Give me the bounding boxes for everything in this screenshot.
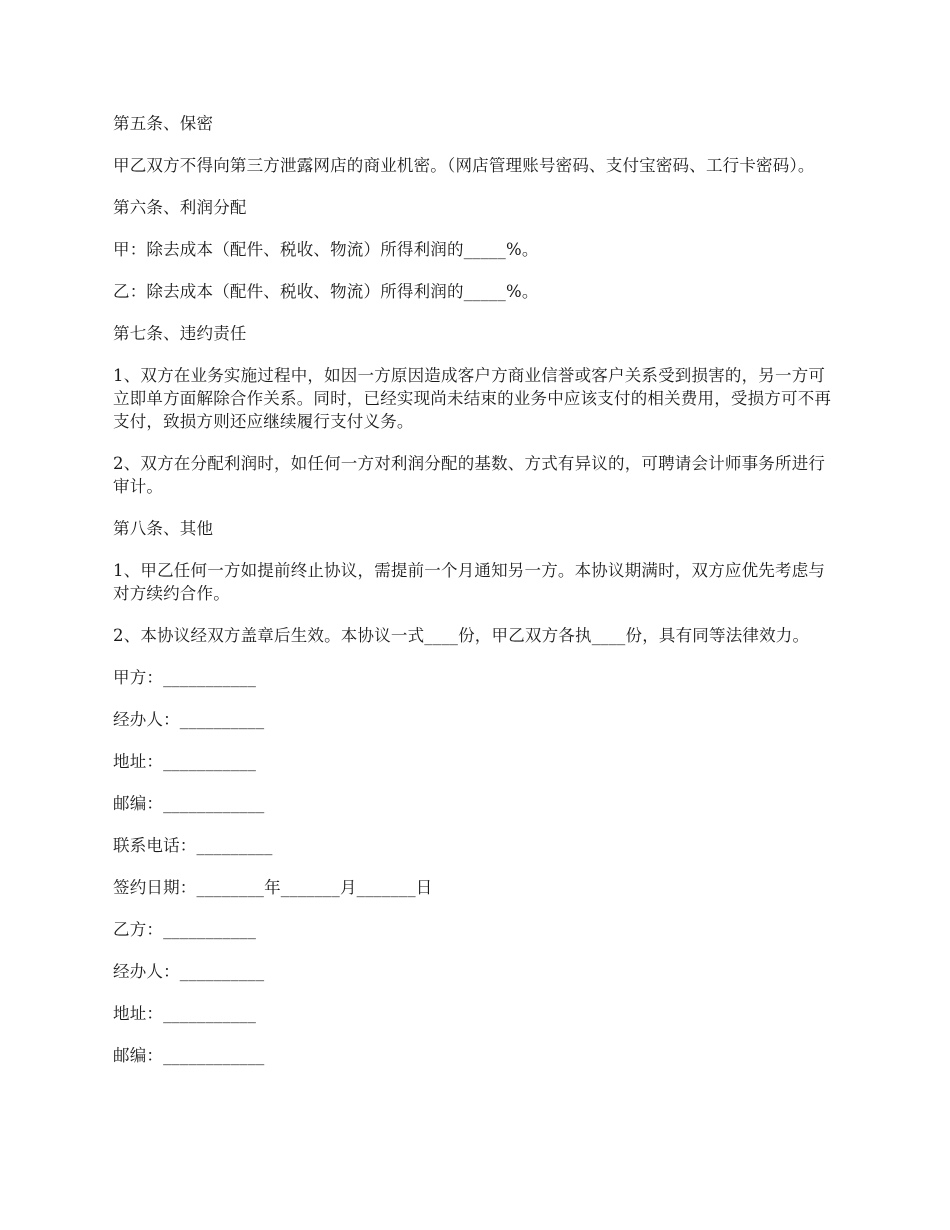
breach-clause-1: 1、双方在业务实施过程中，如因一方原因造成客户方商业信誉或客户关系受到损害的，另一方可立即单方面解除合作关系。同时，已经实现尚未结束的业务中应该支付的相关费用，受损方可不再支付，致损方则还应继续履行支付义务。: [113, 366, 832, 431]
article-7-heading: 第七条、违约责任: [113, 324, 247, 343]
party-b-profit-share: 乙：除去成本（配件、税收、物流）所得利润的_____%。: [113, 282, 539, 301]
other-clause-2: 2、本协议经双方盖章后生效。本协议一式____份，甲乙双方各执____份，具有同等法律效力。: [113, 626, 810, 645]
party-b-field: 乙方：___________: [113, 920, 257, 939]
party-a-agent-field: 经办人：__________: [113, 710, 265, 729]
party-a-profit-share: 甲：除去成本（配件、税收、物流）所得利润的_____%。: [113, 240, 539, 259]
article-6-heading: 第六条、利润分配: [113, 198, 247, 217]
breach-clause-2: 2、双方在分配利润时，如任何一方对利润分配的基数、方式有异议的，可聘请会计师事务所进行审计。: [113, 454, 826, 496]
party-a-field: 甲方：___________: [113, 668, 257, 687]
party-a-phone-field: 联系电话：_________: [113, 836, 273, 855]
party-b-agent-field: 经办人：__________: [113, 962, 265, 981]
party-b-postcode-field: 邮编：____________: [113, 1046, 265, 1065]
article-5-heading: 第五条、保密: [113, 114, 214, 133]
confidentiality-clause: 甲乙双方不得向第三方泄露网店的商业机密。（网店管理账号密码、支付宝密码、工行卡密码）。: [113, 156, 815, 175]
document-page: [113, 112, 840, 1086]
party-a-address-field: 地址：___________: [113, 752, 257, 771]
other-clause-1: 1、甲乙任何一方如提前终止协议，需提前一个月通知另一方。本协议期满时，双方应优先考虑与对方续约合作。: [113, 561, 826, 603]
article-8-heading: 第八条、其他: [113, 519, 214, 538]
signing-date-field: 签约日期：________年_______月_______日: [113, 878, 433, 897]
party-b-address-field: 地址：___________: [113, 1004, 257, 1023]
party-a-postcode-field: 邮编：____________: [113, 794, 265, 813]
